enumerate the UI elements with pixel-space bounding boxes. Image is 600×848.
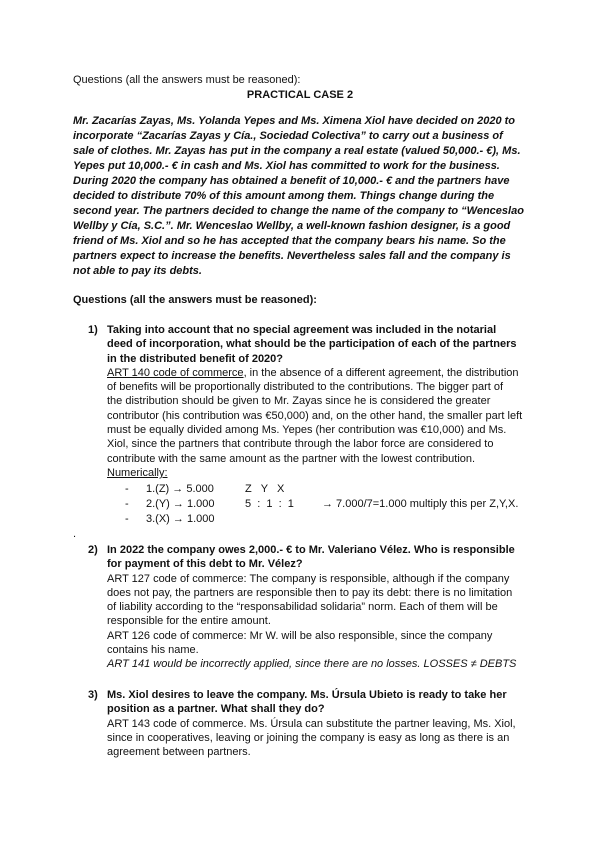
question-body [107,323,557,480]
answer-line: of benefits will be proportionally distributed to the contributions. The bigger part of [107,381,504,394]
answer-note: ART 141 would be incorrectly applied, since there are no losses. LOSSES ≠ DEBTS [107,658,517,671]
question-number: 2) [88,544,98,556]
answer-line: ART 126 code of commerce: Mr W. will be also responsible, since the company [107,629,493,642]
answer-text: , in the absence of a different agreement, the distribution [243,366,519,379]
case-line: During 2020 the company has obtained a benefit of 10,000.- € and the partners have [73,175,510,187]
questions-heading: Questions (all the answers must be reasoned): [73,294,317,306]
calc-bullet: - [125,498,129,510]
answer-line: of liability according to the “responsabilidad solidaria” norm. Each of them will be [107,601,498,614]
case-line: not able to pay its debts. [73,265,202,277]
calc-ratio: 5 : 1 : 1 [245,498,294,510]
case-line: Mr. Zacarías Zayas, Ms. Yolanda Yepes and Ms. Ximena Xiol have decided on 2020 to [73,115,516,127]
question-text: Ms. Xiol desires to leave the company. Ms. Úrsula Ubieto is ready to take her [107,689,507,701]
question-body [107,543,557,672]
case-line: friend of Ms. Xiol and so he has accepted that the company bears his name. So the [73,235,506,247]
intro-line: Questions (all the answers must be reasoned): [73,74,301,86]
question-number: 1) [88,324,98,336]
case-line: sale of clothes. Mr. Zayas has put in the company a real estate (valued 50,000.- €), Ms. [73,145,521,157]
question-body [107,688,557,759]
answer-line: the distribution should be given to Mr. Zayas since he is considered the greater [107,395,491,408]
calc-result: → 7.000/7=1.000 multiply this per Z,Y,X. [322,498,519,510]
answer-line [107,366,557,380]
article-reference: ART 140 code of commerce [107,366,244,379]
answer-line: responsible for the entire amount. [107,615,271,628]
answer-line: does not pay, the partners are responsible then to pay its debt: there is no limitation [107,586,513,599]
calc-row: 1.(Z) → 5.000 [146,483,214,495]
calc-bullet: - [125,483,129,495]
question-text: In 2022 the company owes 2,000.- € to Mr. Valeriano Vélez. Who is responsible [107,544,515,556]
calc-row: 3.(X) → 1.000 [146,513,215,525]
answer-line: contribute with the same amount as the partner with the lowest contribution. [107,452,476,465]
question-text: deed of incorporation, what should be the participation of each of the partners [107,338,517,351]
answer-line: ART 127 code of commerce: The company is responsible, although if the company [107,572,510,585]
question-text: for payment of this debt to Mr. Vélez? [107,558,303,571]
case-line: Wellby y Cía, S.C.”. Mr. Wenceslao Wellby, a well-known fashion designer, is a good [73,220,511,232]
answer-line: must be equally divided among Ms. Yepes (her contribution was €10,000) and Ms. [107,424,507,437]
stray-mark: . [73,528,77,540]
question-number: 3) [88,689,98,701]
case-line: partners expect to increase the benefits. Nevertheless sales fall and the company is [73,250,511,262]
answer-line: since in cooperatives, leaving or joining the company is easy as long as there is an [107,731,510,744]
case-line: decided to distribute 70% of this amount among them. Things change during the [73,190,495,202]
numerically-label: Numerically: [107,466,168,479]
calc-bullet: - [125,513,129,525]
answer-line: agreement between partners. [107,746,251,759]
answer-line: Xiol, since the partners that contribute through the labor force are considered to [107,438,494,451]
calc-row: 2.(Y) → 1.000 [146,498,215,510]
calc-letters: Z Y X [245,483,285,495]
question-text: position as a partner. What shall they do? [107,703,325,716]
case-line: Yepes put 10,000.- € in cash and Ms. Xiol has committed to work for the business. [73,160,500,172]
answer-line: contributor (his contribution was €50,000) and, on the other hand, the smaller part left [107,409,523,422]
answer-line: contains his name. [107,644,199,657]
question-text: in the distributed benefit of 2020? [107,352,284,365]
answer-line: ART 143 code of commerce. Ms. Úrsula can substitute the partner leaving, Ms. Xiol, [107,717,516,730]
page-title: PRACTICAL CASE 2 [246,89,354,101]
case-line: incorporate “Zacarías Zayas y Cía., Sociedad Colectiva” to carry out a business of [73,130,503,142]
question-text: Taking into account that no special agreement was included in the notarial [107,324,497,336]
case-line: second year. The partners decided to change the name of the company to “Wenceslao [73,205,524,217]
case-statement [73,114,533,279]
